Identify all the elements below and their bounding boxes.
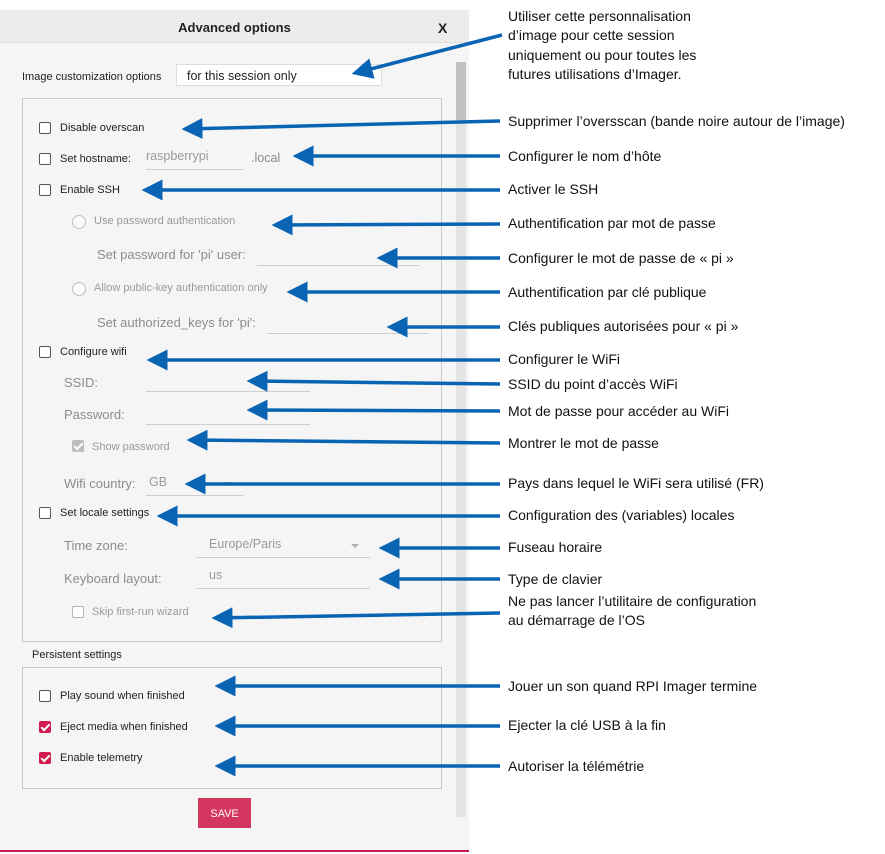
configure-wifi-label: Configure wifi [60, 346, 127, 358]
arrow-overscan [185, 121, 500, 129]
persistent-settings-heading: Persistent settings [32, 649, 122, 661]
disable-overscan-label: Disable overscan [60, 122, 145, 134]
arrow-wifi-password [250, 410, 500, 411]
annotation-image-customization-line2: d’image pour cette session [508, 27, 675, 43]
set-hostname-label: Set hostname: [60, 153, 131, 165]
annotation-skip-wizard-line2: au démarrage de l’OS [508, 612, 645, 628]
annotation-locale: Configuration des (variables) locales [508, 507, 735, 523]
annotation-set-password: Configurer le mot de passe de « pi » [508, 250, 734, 266]
hostname-input[interactable]: raspberrypi [146, 149, 209, 163]
time-zone-label: Time zone: [64, 538, 128, 553]
annotation-keyboard: Type de clavier [508, 571, 603, 587]
annotation-telemetry: Autoriser la télémétrie [508, 758, 645, 774]
show-password-label: Show password [92, 441, 170, 453]
public-key-label: Allow public-key authentication only [94, 282, 268, 294]
annotation-image-customization-line1: Utiliser cette personnalisation [508, 8, 691, 24]
annotation-time-zone: Fuseau horaire [508, 539, 603, 555]
set-locale-label: Set locale settings [60, 507, 150, 519]
annotation-image-customization-line3: uniquement ou pour toutes les [508, 47, 697, 63]
time-zone-select[interactable]: Europe/Paris [209, 537, 282, 551]
arrow-skip-wizard [215, 613, 500, 618]
password-auth-label: Use password authentication [94, 215, 236, 227]
telemetry-label: Enable telemetry [60, 752, 143, 764]
annotation-hostname: Configurer le nom d’hôte [508, 148, 662, 164]
arrow-show-password [190, 440, 500, 443]
play-sound-label: Play sound when finished [60, 690, 185, 702]
annotation-authorized-keys: Clés publiques autorisées pour « pi » [508, 318, 739, 334]
close-button[interactable]: X [438, 20, 448, 36]
arrow-image-customization [355, 35, 502, 73]
image-customization-label: Image customization options [22, 71, 162, 83]
annotation-ssh: Activer le SSH [508, 181, 599, 197]
keyboard-layout-label: Keyboard layout: [64, 571, 162, 586]
annotation-password-auth: Authentification par mot de passe [508, 215, 716, 231]
annotation-show-password: Montrer le mot de passe [508, 435, 659, 451]
dialog-title: Advanced options [178, 20, 291, 35]
authorized-keys-label: Set authorized_keys for 'pi': [97, 315, 256, 330]
save-button[interactable]: SAVE [198, 798, 251, 828]
wifi-country-select[interactable]: GB [149, 475, 168, 489]
arrow-ssid [250, 381, 500, 384]
annotation-ssid: SSID du point d’accès WiFi [508, 376, 678, 392]
skip-wizard-label: Skip first-run wizard [92, 606, 189, 618]
hostname-suffix: .local [251, 151, 281, 165]
annotation-skip-wizard-line1: Ne pas lancer l’utilitaire de configuration [508, 593, 757, 609]
annotation-overscan: Supprimer l’oversscan (bande noire autour de l’image) [508, 113, 845, 129]
wifi-password-label: Password: [64, 407, 125, 422]
annotation-wifi-password: Mot de passe pour accéder au WiFi [508, 403, 729, 419]
keyboard-layout-input[interactable]: us [209, 568, 223, 582]
annotation-configure-wifi: Configurer le WiFi [508, 351, 621, 367]
image-customization-value: for this session only [187, 69, 297, 83]
annotation-eject: Ejecter la clé USB à la fin [508, 717, 666, 733]
annotation-public-key: Authentification par clé publique [508, 284, 707, 300]
wifi-country-label: Wifi country: [64, 476, 136, 491]
ssid-label: SSID: [64, 375, 98, 390]
arrow-password-auth [275, 224, 500, 225]
set-password-label: Set password for 'pi' user: [97, 247, 246, 262]
annotation-wifi-country: Pays dans lequel le WiFi sera utilisé (FR) [508, 475, 764, 491]
eject-media-label: Eject media when finished [60, 721, 188, 733]
enable-ssh-label: Enable SSH [60, 184, 120, 196]
annotation-play-sound: Jouer un son quand RPI Imager termine [508, 678, 758, 694]
annotation-image-customization-line4: futures utilisations d’Imager. [508, 66, 682, 82]
